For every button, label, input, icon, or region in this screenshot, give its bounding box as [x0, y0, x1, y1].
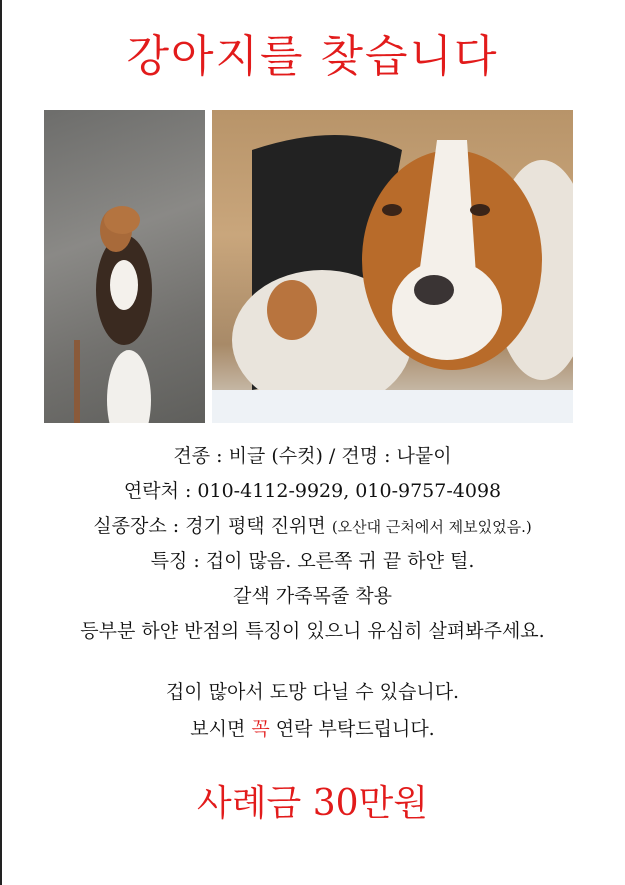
notice-emphasis: 꼭 [251, 718, 270, 740]
notice-line-2 [0, 714, 625, 751]
contact-line: 연락처 : 010-4112-9929, 010-9757-4098 [123, 480, 502, 502]
notice [0, 677, 625, 751]
notice-post: 연락 부탁드립니다. [275, 718, 435, 740]
notice-line-1: 겁이 많아서 도망 다닐 수 있습니다. [165, 681, 460, 703]
breed-line: 견종 : 비글 (수컷) / 견명 : 나뭍이 [173, 445, 452, 467]
collar-line: 갈색 가죽목줄 착용 [233, 585, 392, 607]
location-line [0, 511, 625, 546]
location-main: 실종장소 : 경기 평택 진위면 [93, 515, 326, 537]
beagle-carrier-image [212, 110, 573, 423]
notice-pre: 보시면 [190, 718, 246, 740]
reward-text: 사례금 30만원 [196, 783, 429, 824]
dog-photo-carrier [212, 110, 573, 423]
dog-details [0, 441, 625, 651]
spots-line: 등부분 하얀 반점의 특징이 있으니 유심히 살펴봐주세요. [80, 620, 545, 642]
features-line: 특징 : 겁이 많음. 오른쪽 귀 끝 하얀 털. [150, 550, 475, 572]
dog-photo-walking [44, 110, 205, 423]
location-note: (오산대 근처에서 제보있었음.) [331, 518, 532, 536]
beagle-walking-image [44, 110, 205, 423]
poster-title: 강아지를 찾습니다 [126, 31, 499, 82]
